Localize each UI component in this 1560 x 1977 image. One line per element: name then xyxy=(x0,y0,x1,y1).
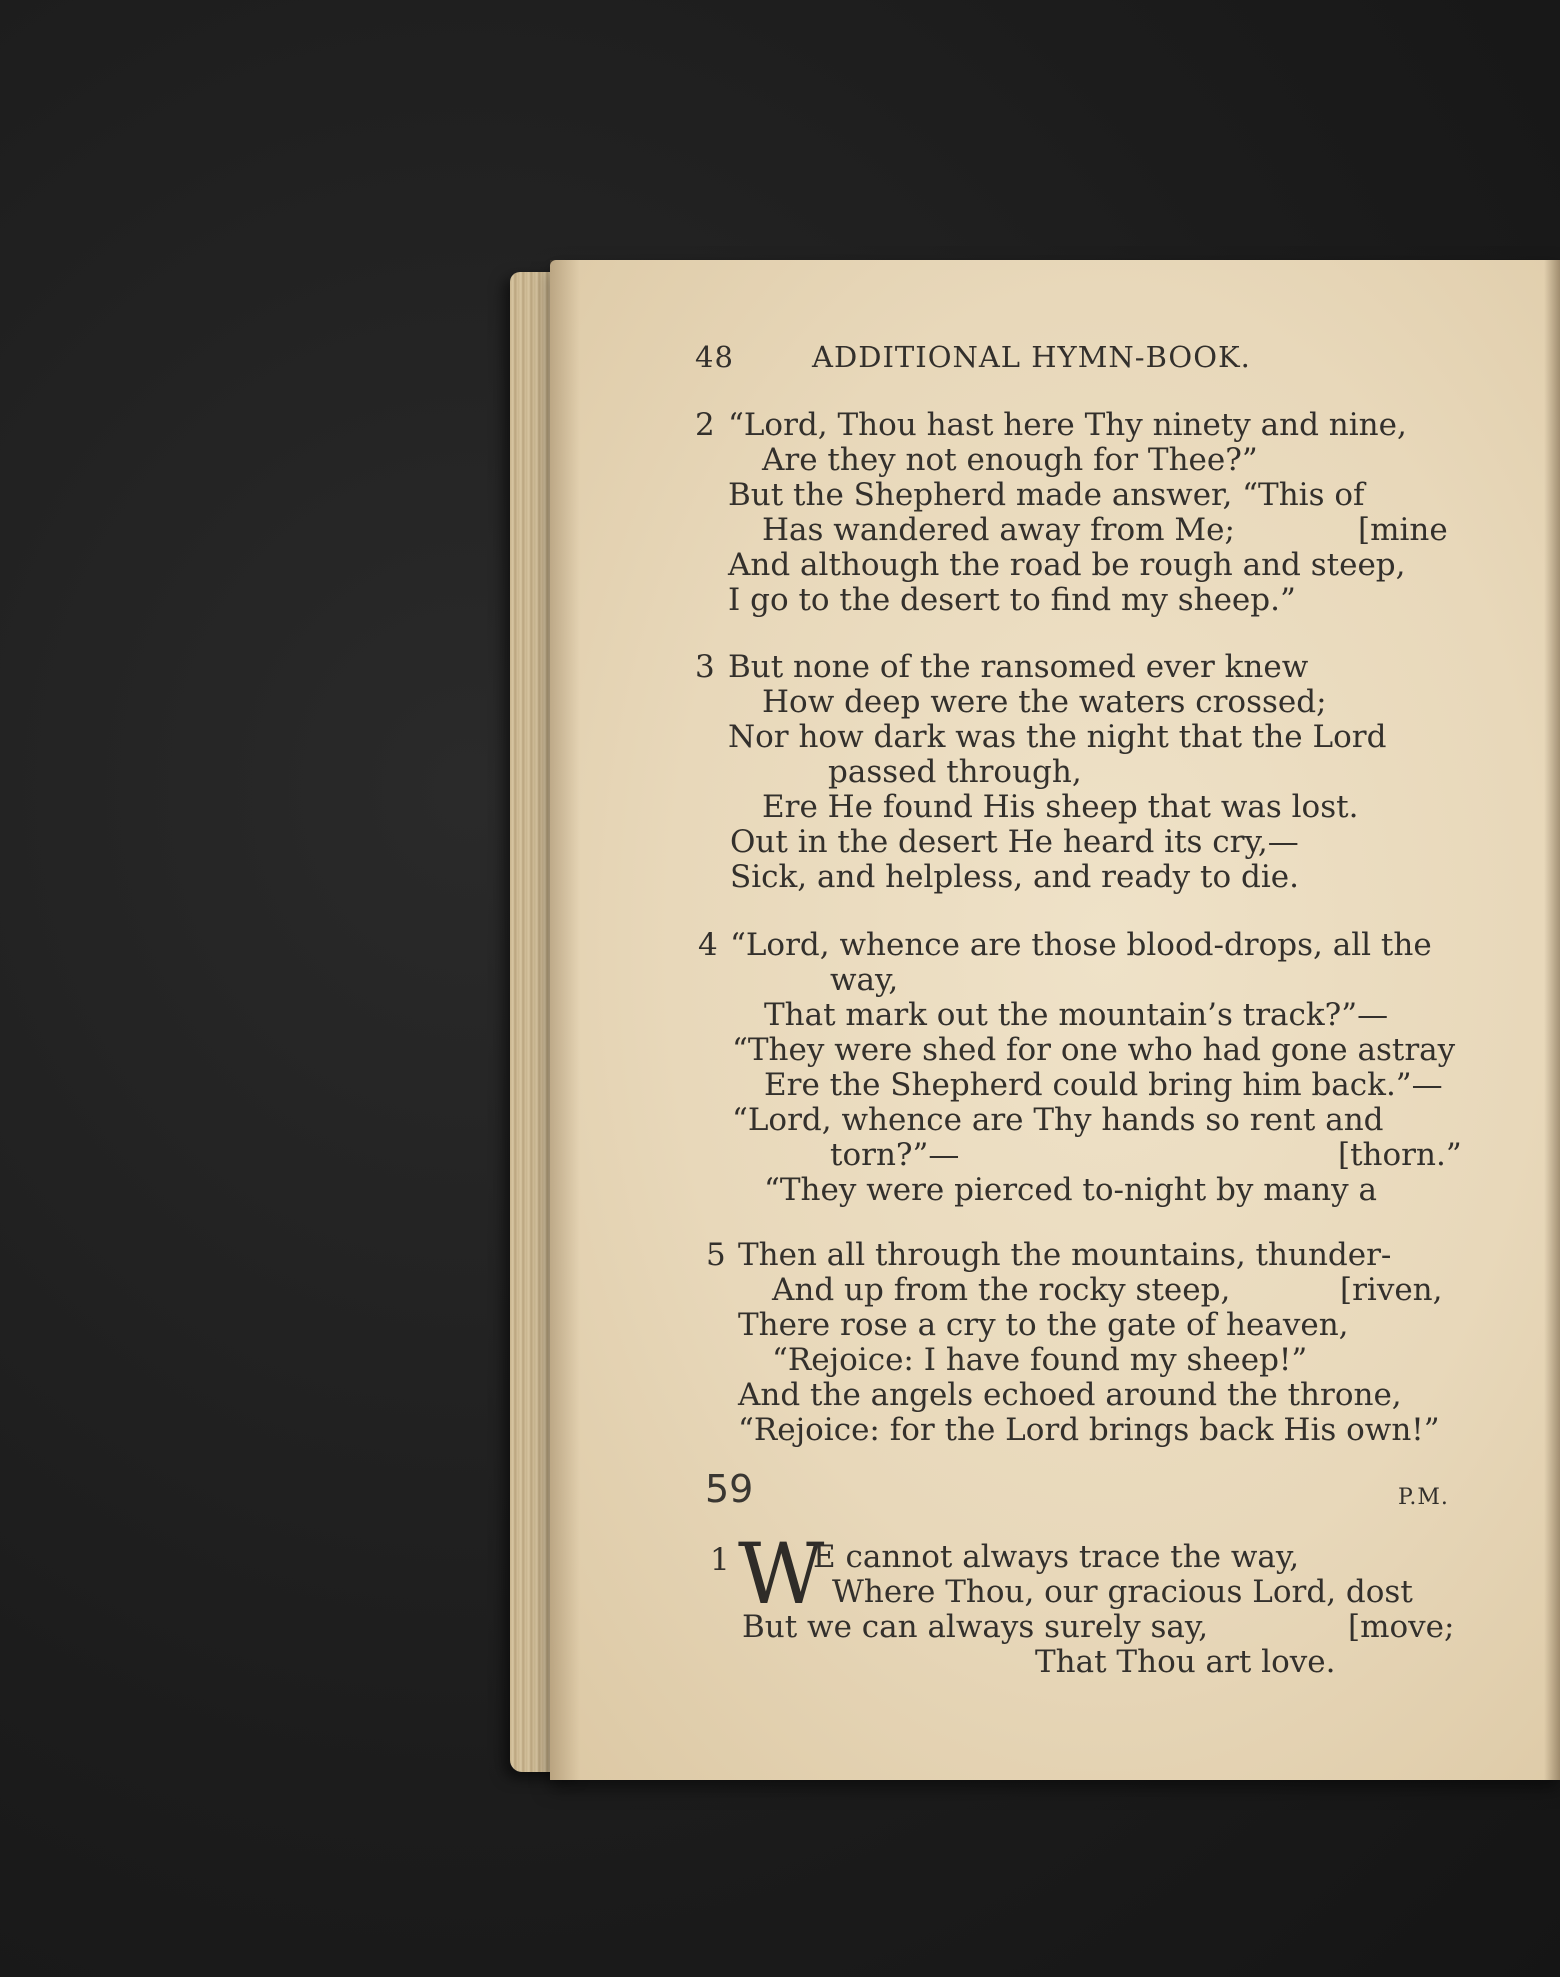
verse-line: [riven, xyxy=(1340,1272,1443,1308)
verse-line: “They were pierced to-night by many a xyxy=(764,1172,1377,1208)
stanza-number: 3 xyxy=(695,649,715,685)
verse-line: Nor how dark was the night that the Lord xyxy=(728,719,1387,755)
open-book xyxy=(510,250,1560,1780)
verse-line: There rose a cry to the gate of heaven, xyxy=(738,1307,1349,1343)
verse-line: But the Shepherd made answer, “This of xyxy=(728,477,1365,513)
page-gutter xyxy=(1544,260,1560,1780)
verse-line: “Lord, whence are Thy hands so rent and xyxy=(732,1102,1384,1138)
verse-line: “Lord, Thou hast here Thy ninety and nine, xyxy=(728,407,1407,443)
verse-line: Has wandered away from Me; xyxy=(762,512,1235,548)
verse-line: Are they not enough for Thee?” xyxy=(762,442,1258,478)
verse-line: E cannot always trace the way, xyxy=(813,1539,1300,1575)
verse-line: [thorn.” xyxy=(1338,1137,1462,1173)
verse-line: “Rejoice: for the Lord brings back His own!” xyxy=(738,1412,1440,1448)
verse-line: [move; xyxy=(1348,1609,1455,1645)
verse-line: Out in the desert He heard its cry,— xyxy=(730,824,1299,860)
verse-line: “Rejoice: I have found my sheep!” xyxy=(772,1342,1308,1378)
verse-line: But none of the ransomed ever knew xyxy=(728,649,1309,685)
verse-line: “Lord, whence are those blood-drops, all the xyxy=(730,927,1432,963)
book-page xyxy=(550,260,1560,1780)
hymn-meter: P.M. xyxy=(1398,1485,1449,1510)
verse-line: And up from the rocky steep, xyxy=(772,1272,1231,1308)
verse-line: How deep were the waters crossed; xyxy=(762,684,1327,720)
stanza-number: 5 xyxy=(706,1237,726,1273)
verse-line: Where Thou, our gracious Lord, dost xyxy=(832,1574,1413,1610)
verse-line: That mark out the mountain’s track?”— xyxy=(764,997,1389,1033)
verse-line: Then all through the mountains, thunder- xyxy=(738,1237,1392,1273)
hymn-number: 59 xyxy=(705,1467,754,1511)
stanza-number: 1 xyxy=(710,1542,730,1578)
drop-cap: W xyxy=(738,1525,825,1623)
verse-line: Sick, and helpless, and ready to die. xyxy=(730,859,1299,895)
verse-line: And although the road be rough and steep, xyxy=(728,547,1406,583)
verse-line: But we can always surely say, xyxy=(742,1609,1209,1645)
verse-line: torn?”— xyxy=(830,1137,960,1173)
verse-line: Ere the Shepherd could bring him back.”— xyxy=(764,1067,1443,1103)
stanza-number: 2 xyxy=(695,407,715,443)
page-title: ADDITIONAL HYMN-BOOK. xyxy=(812,340,1251,374)
verse-line: “They were shed for one who had gone astray xyxy=(732,1032,1456,1068)
page-number: 48 xyxy=(695,340,734,374)
verse-line: [mine xyxy=(1358,512,1448,548)
verse-line: Ere He found His sheep that was lost. xyxy=(762,789,1359,825)
verse-line: way, xyxy=(830,962,899,998)
verse-line: passed through, xyxy=(828,754,1082,790)
stanza-number: 4 xyxy=(698,927,718,963)
verse-line: I go to the desert to find my sheep.” xyxy=(728,582,1296,618)
verse-line: That Thou art love. xyxy=(1035,1644,1336,1680)
verse-line: And the angels echoed around the throne, xyxy=(738,1377,1402,1413)
